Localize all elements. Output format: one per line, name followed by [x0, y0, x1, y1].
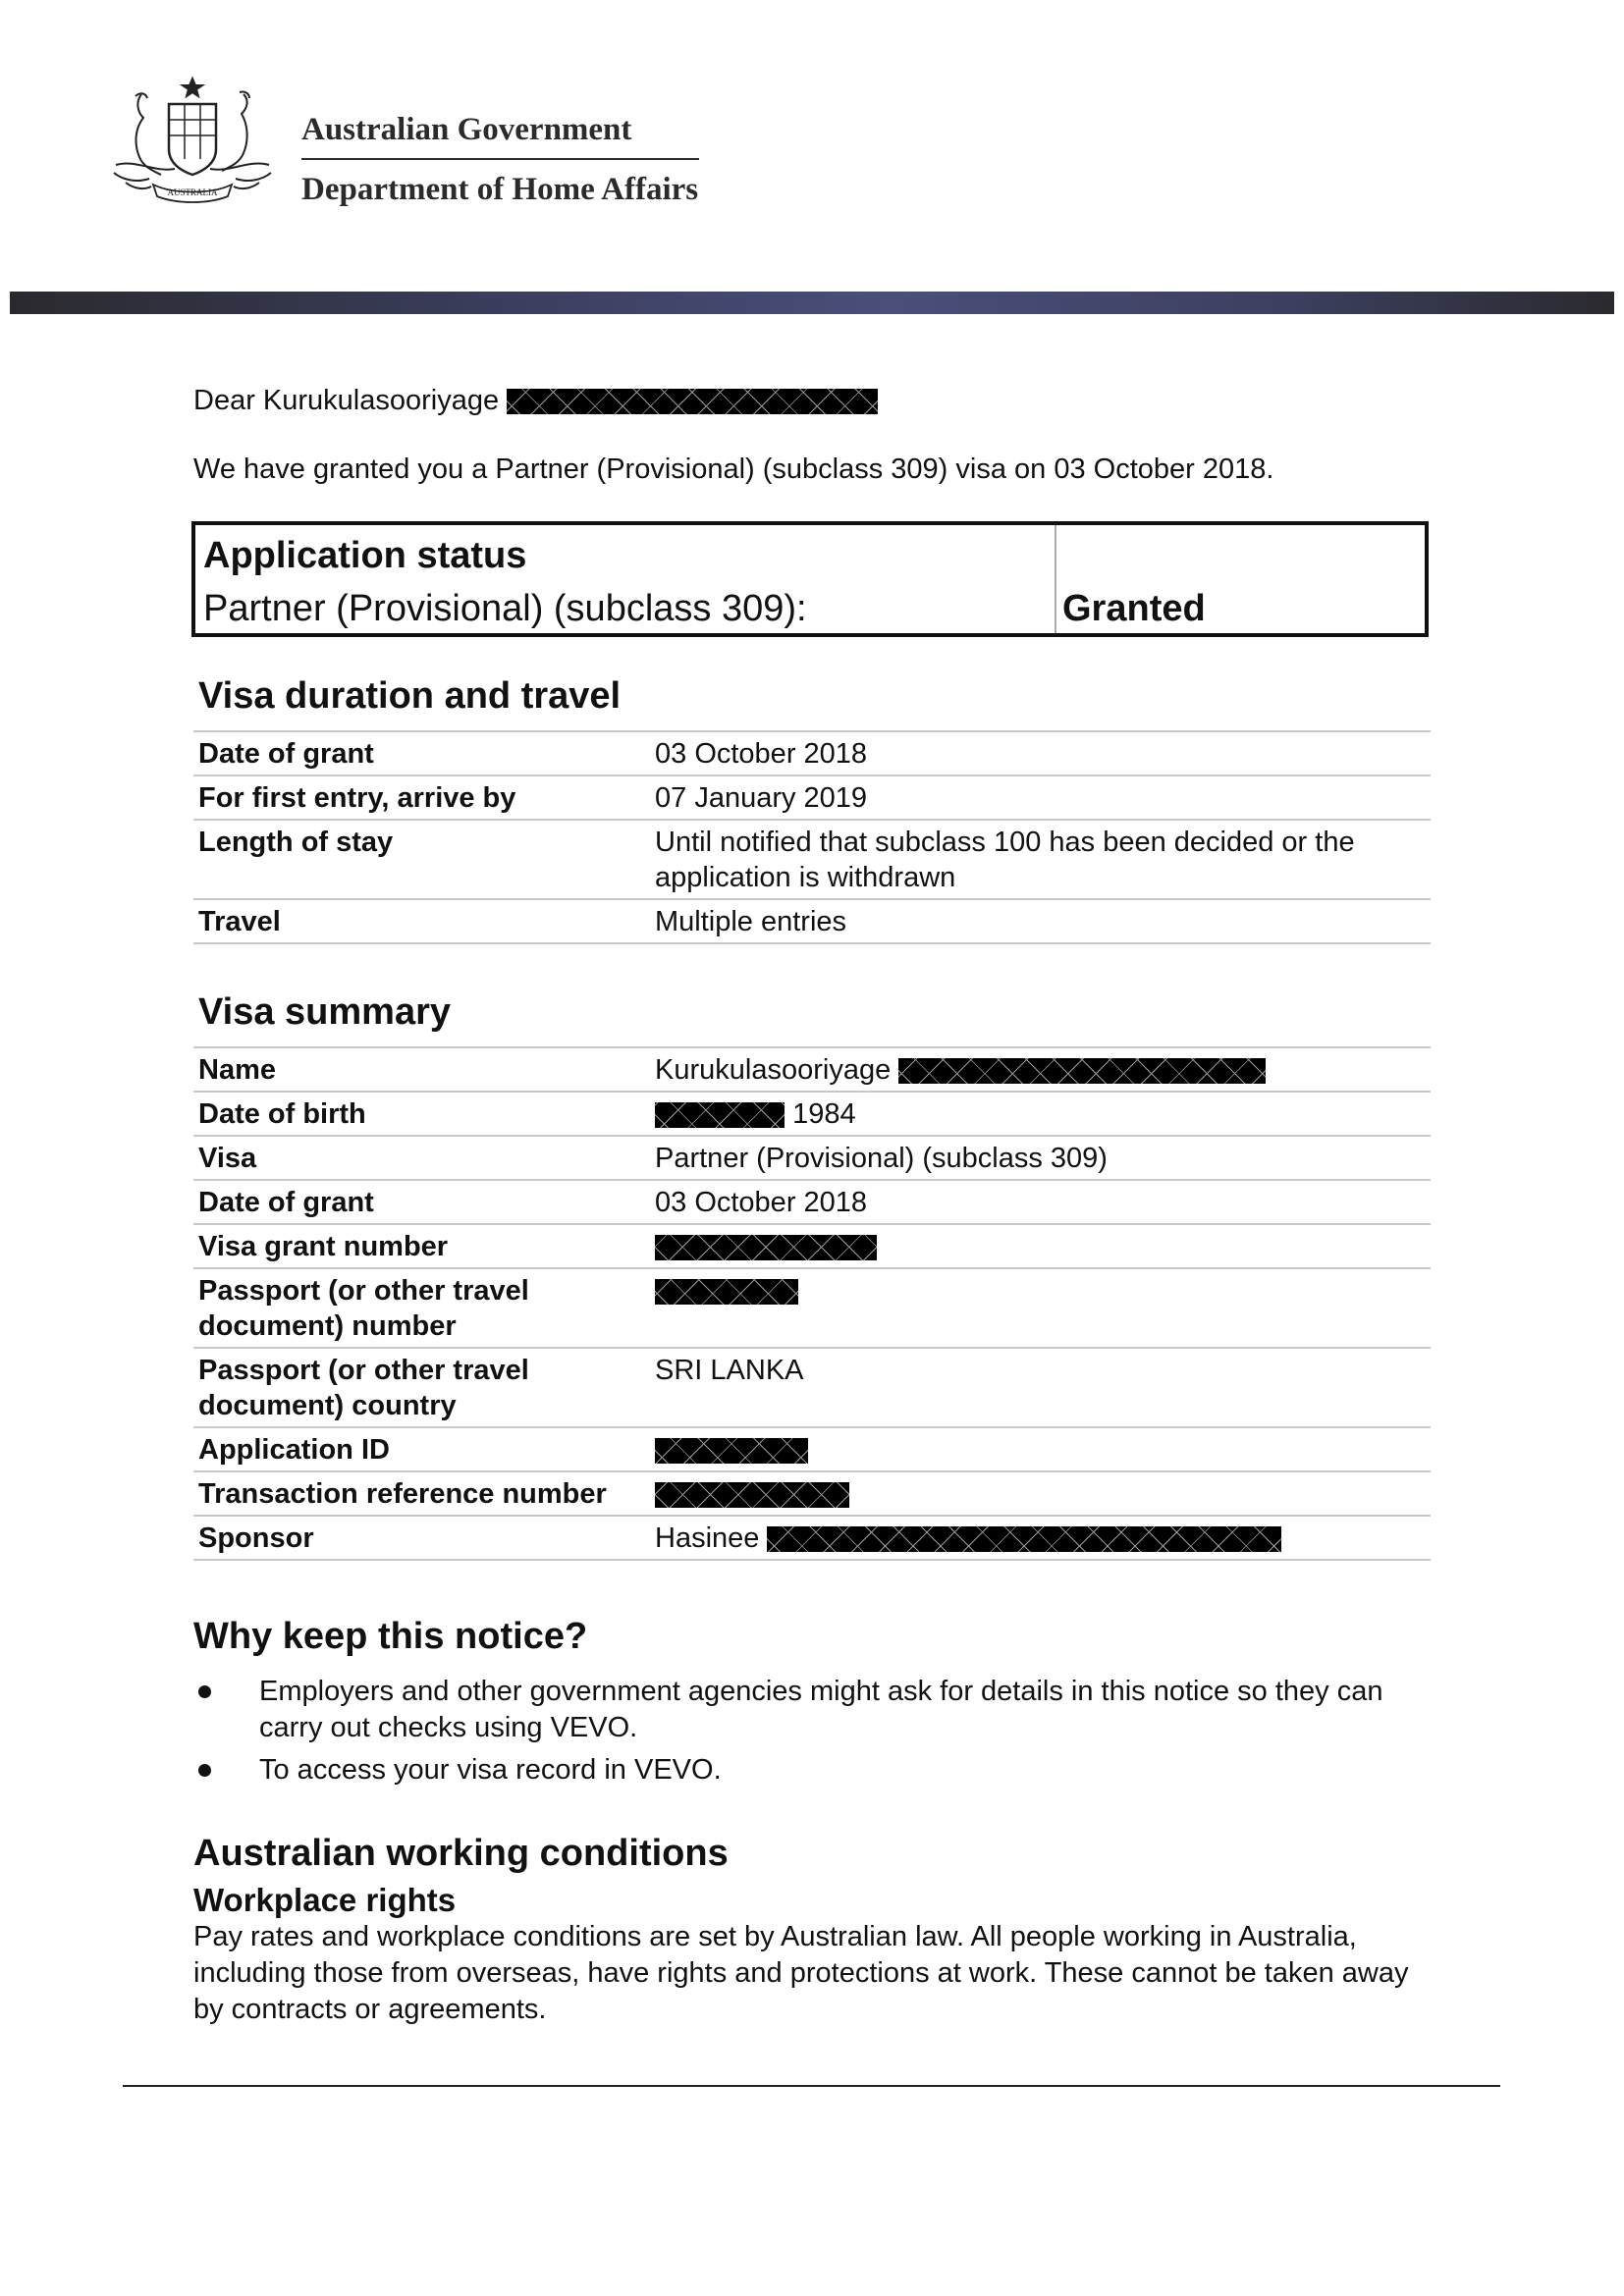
status-value: Granted: [1062, 588, 1206, 629]
table-row: [193, 1471, 1431, 1516]
application-status-box: [191, 521, 1429, 637]
row-value: [650, 1224, 1431, 1268]
name-value: Kurukulasooriyage: [655, 1054, 892, 1086]
row-label: Visa: [193, 1136, 650, 1180]
footer-divider: [123, 2085, 1500, 2087]
row-value: [650, 1092, 1431, 1136]
row-label: Travel: [193, 899, 650, 943]
bullet-text: Employers and other government agencies might ask for details in this notice so they can carry out checks using VEVO.: [259, 1676, 1383, 1743]
coat-of-arms-icon: [96, 75, 289, 220]
department-name: Department of Home Affairs: [301, 172, 699, 207]
summary-table: [193, 1046, 1431, 1561]
table-row: [193, 1136, 1431, 1180]
row-label: Visa grant number: [193, 1224, 650, 1268]
redaction-mark: [767, 1526, 1281, 1552]
row-value: Partner (Provisional) (subclass 309): [650, 1136, 1431, 1180]
redaction-mark: [655, 1482, 849, 1508]
list-item: [193, 1752, 1431, 1789]
section-title-summary: Visa summary: [198, 991, 452, 1033]
row-label: For first entry, arrive by: [193, 775, 650, 820]
crest-motto: AUSTRALIA: [167, 187, 218, 197]
row-value: 03 October 2018: [650, 731, 1431, 775]
table-row: [193, 899, 1431, 943]
row-value: Multiple entries: [650, 899, 1431, 943]
salutation-text: Dear Kurukulasooriyage: [193, 385, 500, 416]
table-row: [193, 820, 1431, 899]
section-title-working-conditions: Australian working conditions: [193, 1833, 729, 1874]
row-value: Until notified that subclass 100 has been decided or the application is withdrawn: [650, 820, 1431, 899]
table-row: [193, 1180, 1431, 1224]
government-name: Australian Government: [301, 112, 699, 160]
bullet-icon: [198, 1685, 211, 1698]
table-row: [193, 1516, 1431, 1560]
status-divider: [1055, 525, 1056, 633]
grant-intro: We have granted you a Partner (Provisional) (subclass 309) visa on 03 October 2018.: [193, 454, 1274, 485]
table-row: [193, 731, 1431, 775]
status-title: Application status: [203, 535, 527, 576]
redaction-mark: [507, 389, 878, 414]
row-label: Date of grant: [193, 731, 650, 775]
sponsor-value: Hasinee: [655, 1522, 760, 1554]
row-value: [650, 1427, 1431, 1471]
duration-table: [193, 730, 1431, 944]
header-band: [10, 292, 1614, 314]
row-value: [650, 1516, 1431, 1560]
row-label: Passport (or other travel document) number: [193, 1268, 650, 1348]
redaction-mark: [655, 1102, 785, 1128]
birth-year-value: 1984: [792, 1098, 856, 1130]
subsection-title-workplace-rights: Workplace rights: [193, 1882, 457, 1918]
redaction-mark: [655, 1235, 877, 1260]
row-value: [650, 1268, 1431, 1348]
redaction-mark: [655, 1438, 808, 1464]
why-bullet-list: [193, 1674, 1431, 1794]
row-value: SRI LANKA: [650, 1348, 1431, 1427]
row-label: Transaction reference number: [193, 1471, 650, 1516]
bullet-icon: [198, 1764, 211, 1777]
table-row: [193, 1348, 1431, 1427]
section-title-duration: Visa duration and travel: [198, 675, 622, 717]
bullet-text: To access your visa record in VEVO.: [259, 1754, 722, 1786]
section-title-why: Why keep this notice?: [193, 1616, 588, 1657]
row-value: 07 January 2019: [650, 775, 1431, 820]
table-row: [193, 1427, 1431, 1471]
redaction-mark: [655, 1279, 798, 1305]
table-row: [193, 1092, 1431, 1136]
list-item: [193, 1674, 1431, 1746]
table-row: [193, 1268, 1431, 1348]
row-label: Length of stay: [193, 820, 650, 899]
workplace-rights-paragraph: Pay rates and workplace conditions are set by Australian law. All people working in Australia, including those from overseas, have rights and protections at work. These cannot be taken away by contracts or agreements.: [193, 1921, 1409, 2025]
row-label: Date of grant: [193, 1180, 650, 1224]
row-value: 03 October 2018: [650, 1180, 1431, 1224]
row-label: Name: [193, 1047, 650, 1092]
page-header: [0, 0, 1624, 294]
table-row: [193, 1224, 1431, 1268]
row-label: Date of birth: [193, 1092, 650, 1136]
redaction-mark: [898, 1058, 1266, 1084]
row-label: Passport (or other travel document) country: [193, 1348, 650, 1427]
salutation: [193, 385, 878, 417]
row-value: [650, 1047, 1431, 1092]
agency-wordmark: [301, 112, 699, 208]
row-value: [650, 1471, 1431, 1516]
row-label: Application ID: [193, 1427, 650, 1471]
table-row: [193, 1047, 1431, 1092]
row-label: Sponsor: [193, 1516, 650, 1560]
table-row: [193, 775, 1431, 820]
status-label: Partner (Provisional) (subclass 309):: [203, 588, 807, 629]
